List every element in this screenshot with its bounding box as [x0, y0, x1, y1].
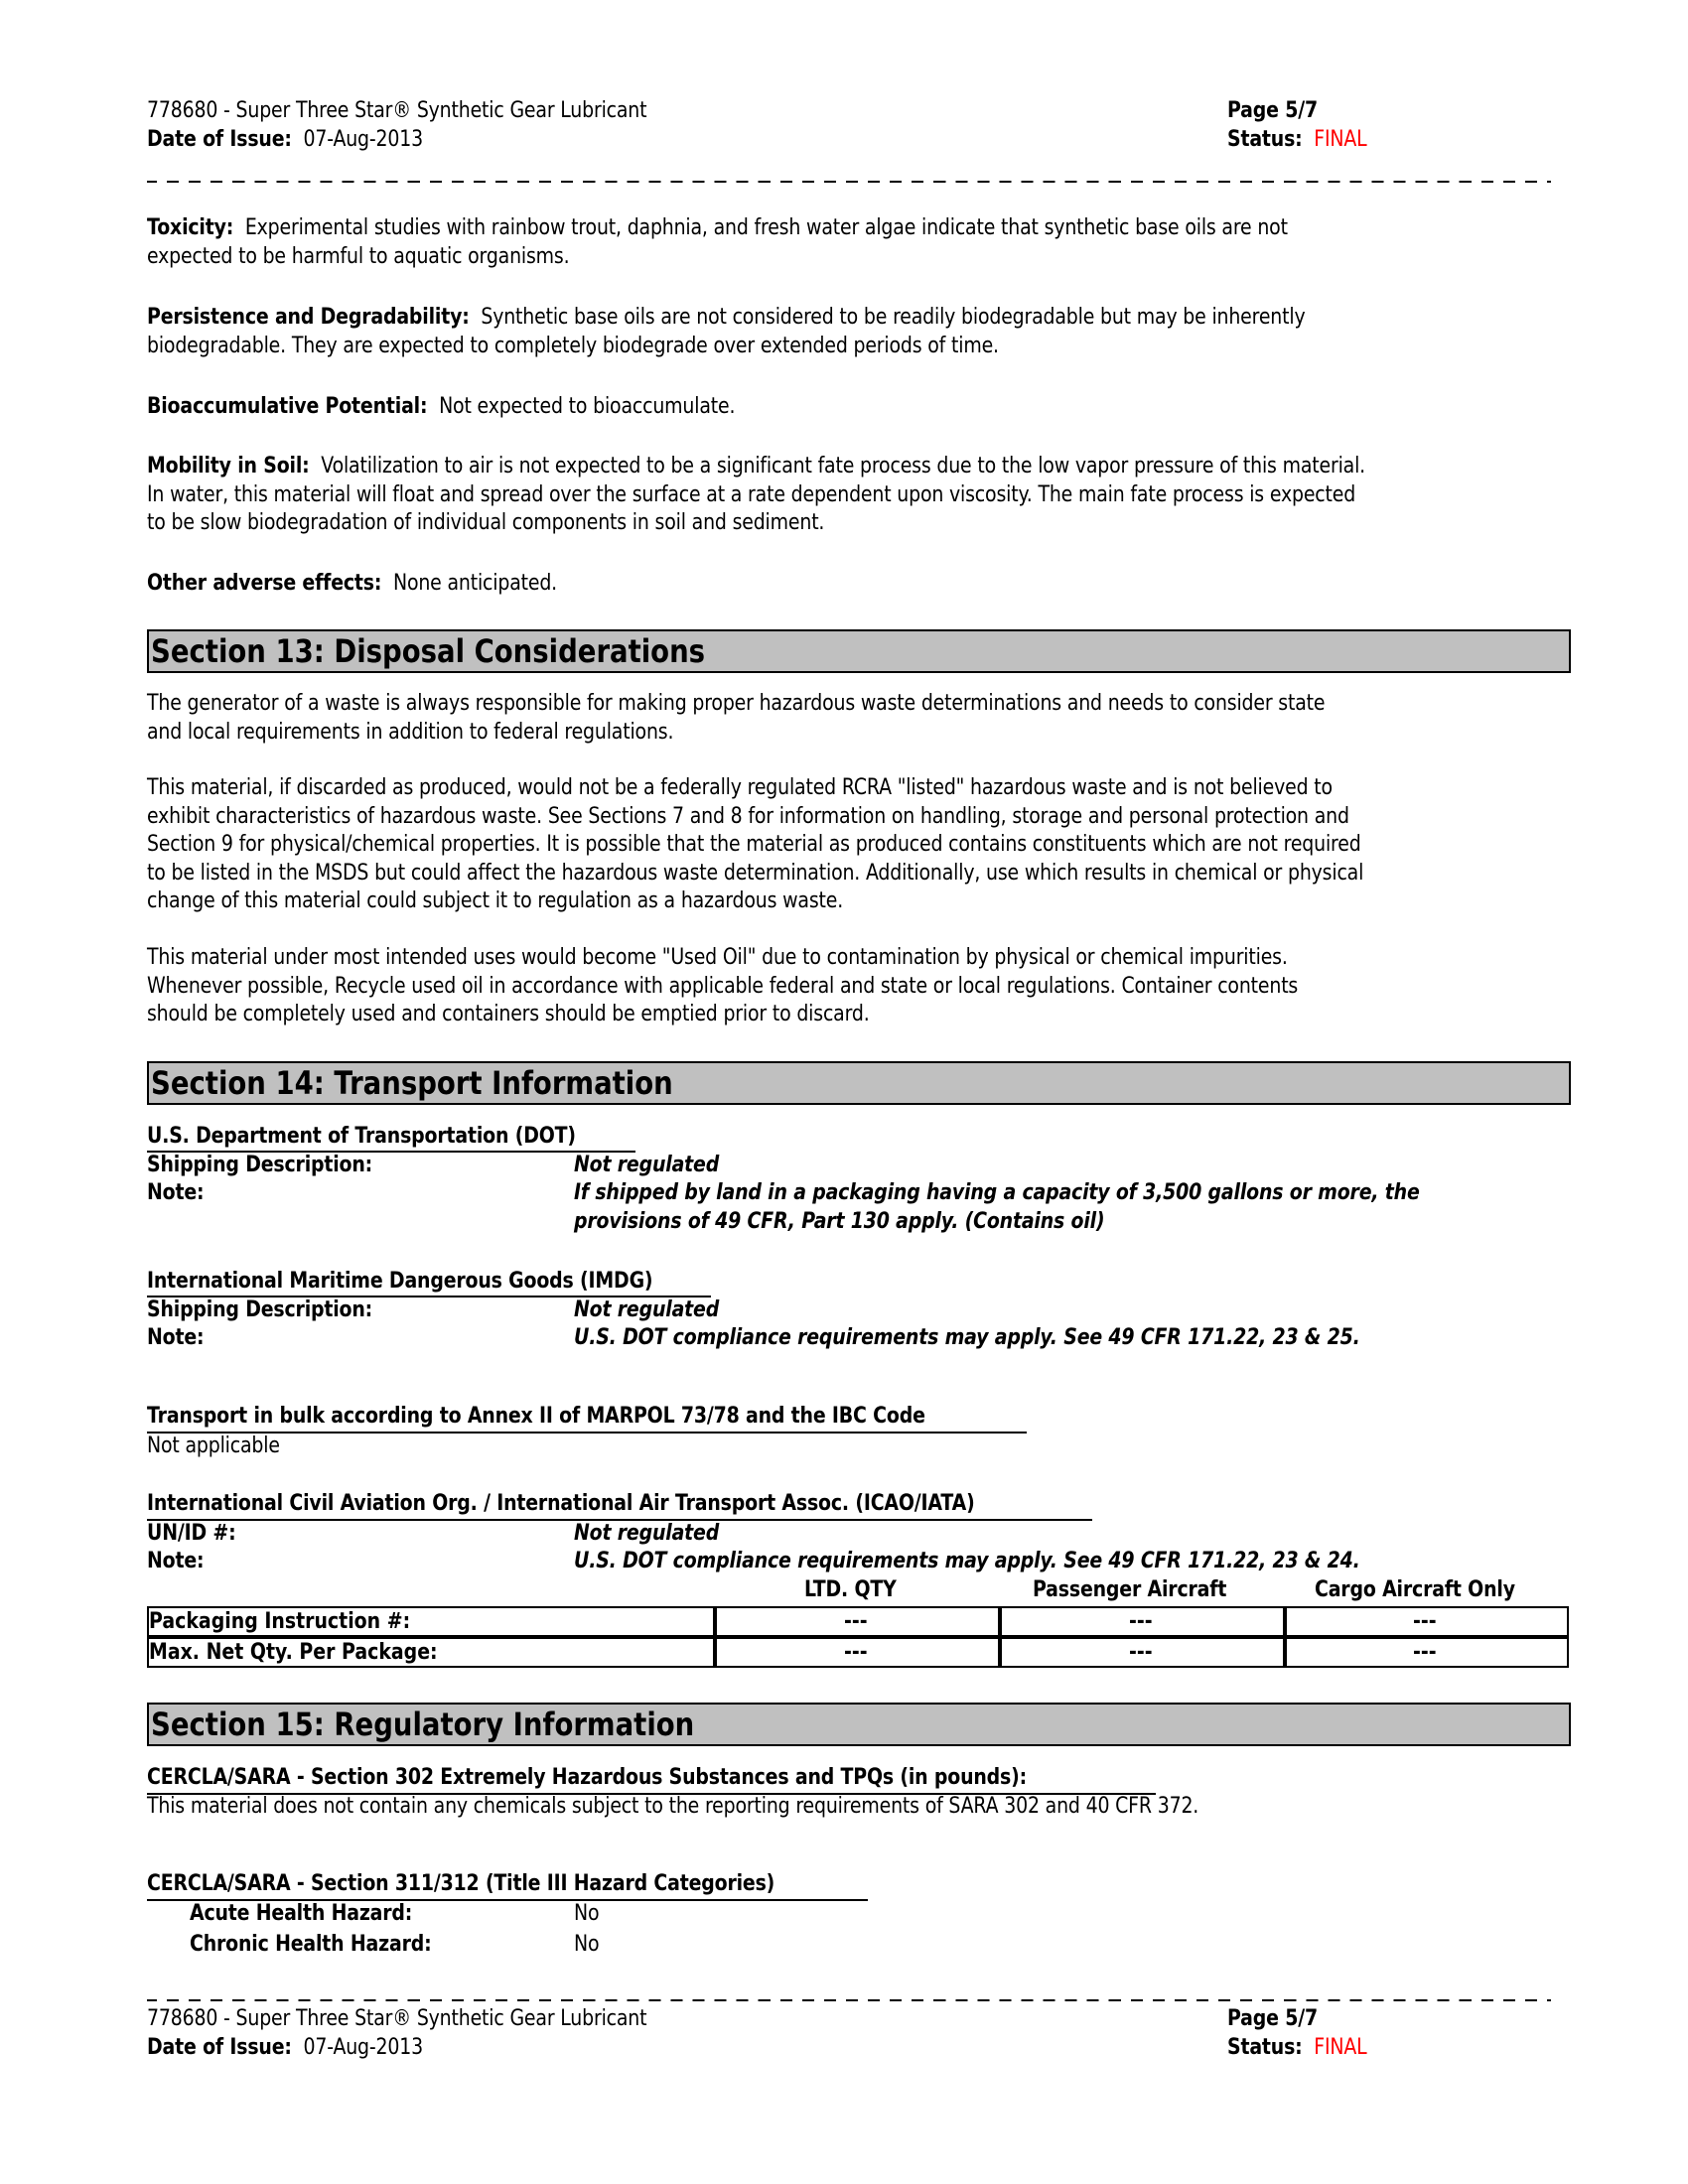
sara302-heading: CERCLA/SARA - Section 302 Extremely Hazardous Substances and TPQs (in pounds): [147, 1765, 1028, 1790]
icao-note-label: Note: [147, 1549, 205, 1573]
dot-heading: U.S. Department of Transportation (DOT) [147, 1124, 576, 1149]
bioaccum-paragraph [147, 393, 735, 422]
header-divider [147, 181, 1551, 183]
footer-date-value: 07-Aug-2013 [303, 2035, 423, 2060]
section-14-title: Section 14: Transport Information [151, 1064, 673, 1102]
disposal-paragraph-1 [147, 690, 1325, 747]
footer-date-label: Date of Issue: [147, 2035, 292, 2060]
table-row [147, 1606, 1569, 1637]
table-cell [1285, 1606, 1569, 1637]
status-badge: FINAL [1314, 127, 1367, 152]
toxicity-paragraph [147, 214, 1288, 271]
dot-ship-value: Not regulated [574, 1153, 720, 1177]
persistence-text: Synthetic base oils are not considered to be readily biodegradable but may be inherently [481, 305, 1306, 330]
disposal-paragraph-3 [147, 944, 1298, 1029]
table-cell [1285, 1637, 1569, 1668]
other-effects-paragraph [147, 570, 557, 599]
imdg-note-label: Note: [147, 1325, 205, 1350]
acute-hazard-value: No [574, 1901, 600, 1926]
section-15-title: Section 15: Regulatory Information [151, 1706, 695, 1743]
footer-page-number: Page 5/7 [1227, 2006, 1318, 2031]
dot-ship-label: Shipping Description: [147, 1153, 373, 1177]
marpol-value: Not applicable [147, 1433, 280, 1458]
cell-text: --- [1128, 1609, 1153, 1634]
icao-unid-label: UN/ID #: [147, 1521, 236, 1546]
page-number: Page 5/7 [1227, 98, 1318, 123]
sara311-heading: CERCLA/SARA - Section 311/312 (Title III Hazard Categories) [147, 1871, 775, 1896]
table-cell [715, 1637, 1000, 1668]
cell-text: --- [843, 1609, 868, 1634]
bioaccum-label: Bioaccumulative Potential: [147, 394, 428, 419]
table-cell [715, 1606, 1000, 1637]
icao-unid-value: Not regulated [574, 1521, 720, 1546]
date-label: Date of Issue: [147, 127, 292, 152]
imdg-heading: International Maritime Dangerous Goods (IMDG) [147, 1269, 653, 1294]
col-header-cargo-aircraft: Cargo Aircraft Only [1315, 1577, 1515, 1602]
icao-note-value: U.S. DOT compliance requirements may apply. See 49 CFR 171.22, 23 & 24. [574, 1549, 1360, 1573]
imdg-ship-label: Shipping Description: [147, 1297, 373, 1322]
row-label-text: Max. Net Qty. Per Package: [149, 1640, 438, 1665]
row-label [147, 1637, 715, 1668]
disposal-p3-line: should be completely used and containers should be emptied prior to discard. [147, 1002, 870, 1026]
disposal-p1-line: and local requirements in addition to federal regulations. [147, 719, 674, 745]
date-value: 07-Aug-2013 [303, 127, 423, 152]
dot-note-line: provisions of 49 CFR, Part 130 apply. (Contains oil) [574, 1208, 1105, 1234]
footer-status-badge: FINAL [1314, 2035, 1367, 2060]
disposal-p2-line: exhibit characteristics of hazardous waste. See Sections 7 and 8 for information on handling, storage and personal protection and [147, 803, 1349, 829]
icao-heading: International Civil Aviation Org. / International Air Transport Assoc. (ICAO/IATA) [147, 1491, 975, 1516]
toxicity-label: Toxicity: [147, 215, 234, 240]
persistence-paragraph [147, 304, 1305, 360]
chronic-hazard-value: No [574, 1932, 600, 1957]
persistence-text-2: biodegradable. They are expected to completely biodegrade over extended periods of time. [147, 333, 999, 358]
row-label-text: Packaging Instruction #: [149, 1609, 411, 1634]
disposal-p2-line: This material, if discarded as produced, would not be a federally regulated RCRA "listed" hazardous waste and is not believed to [147, 775, 1333, 800]
section-13-title: Section 13: Disposal Considerations [151, 632, 706, 670]
col-header-ltd-qty: LTD. QTY [804, 1577, 897, 1602]
disposal-paragraph-2 [147, 774, 1363, 916]
col-header-passenger-aircraft: Passenger Aircraft [1033, 1577, 1227, 1602]
sara302-text: This material does not contain any chemicals subject to the reporting requirements of SARA 302 and 40 CFR 372. [147, 1794, 1199, 1819]
other-label: Other adverse effects: [147, 571, 382, 596]
footer-status-label: Status: [1227, 2035, 1303, 2060]
mobility-paragraph [147, 453, 1365, 538]
disposal-p1-line: The generator of a waste is always responsible for making proper hazardous waste determinations and needs to consider state [147, 691, 1326, 716]
dot-note-label: Note: [147, 1180, 205, 1205]
mobility-label: Mobility in Soil: [147, 454, 310, 478]
footer-date [147, 2034, 423, 2063]
footer-product: 778680 - Super Three Star® Synthetic Gear Lubricant [147, 2006, 647, 2031]
cell-text: --- [1413, 1609, 1437, 1634]
acute-hazard-label: Acute Health Hazard: [190, 1901, 413, 1926]
dot-note-value [574, 1179, 1420, 1236]
table-cell [1000, 1637, 1285, 1668]
section-15-header [147, 1703, 1571, 1746]
imdg-note-value: U.S. DOT compliance requirements may apply. See 49 CFR 171.22, 23 & 25. [574, 1325, 1360, 1350]
mobility-text-2: In water, this material will float and spread over the surface at a rate dependent upon viscosity. The main fate process is expected [147, 481, 1356, 507]
cell-text: --- [843, 1640, 868, 1665]
header-product: 778680 - Super Three Star® Synthetic Gear Lubricant [147, 98, 647, 123]
header-status [1227, 126, 1367, 155]
footer-divider [147, 1999, 1551, 2001]
toxicity-text-2: expected to be harmful to aquatic organisms. [147, 243, 570, 269]
cell-text: --- [1128, 1640, 1153, 1665]
other-text: None anticipated. [392, 571, 558, 596]
chronic-hazard-label: Chronic Health Hazard: [190, 1932, 432, 1957]
cell-text: --- [1413, 1640, 1437, 1665]
status-label: Status: [1227, 127, 1303, 152]
header-date [147, 126, 423, 155]
section-14-header [147, 1061, 1571, 1105]
row-label [147, 1606, 715, 1637]
table-cell [1000, 1606, 1285, 1637]
packaging-table [147, 1606, 1569, 1668]
disposal-p3-line: This material under most intended uses would become "Used Oil" due to contamination by physical or chemical impurities. [147, 945, 1288, 970]
disposal-p2-line: change of this material could subject it to regulation as a hazardous waste. [147, 888, 844, 913]
persistence-label: Persistence and Degradability: [147, 305, 470, 330]
table-row [147, 1637, 1569, 1668]
footer-status [1227, 2034, 1367, 2063]
disposal-p3-line: Whenever possible, Recycle used oil in accordance with applicable federal and state or local regulations. Container contents [147, 973, 1299, 999]
disposal-p2-line: to be listed in the MSDS but could affect the hazardous waste determination. Additionally, use which results in chemical or physical [147, 860, 1364, 886]
section-13-header [147, 629, 1571, 673]
mobility-text-3: to be slow biodegradation of individual components in soil and sediment. [147, 510, 825, 535]
toxicity-text: Experimental studies with rainbow trout, daphnia, and fresh water algae indicate that synthetic base oils are not [244, 215, 1288, 240]
marpol-heading: Transport in bulk according to Annex II of MARPOL 73/78 and the IBC Code [147, 1404, 925, 1429]
dot-note-line: If shipped by land in a packaging having a capacity of 3,500 gallons or more, the [574, 1180, 1420, 1205]
mobility-text: Volatilization to air is not expected to be a significant fate process due to the low vapor pressure of this material. [321, 454, 1366, 478]
bioaccum-text: Not expected to bioaccumulate. [439, 394, 736, 419]
disposal-p2-line: Section 9 for physical/chemical properties. It is possible that the material as produced contains constituents which are not required [147, 832, 1361, 857]
imdg-ship-value: Not regulated [574, 1297, 720, 1322]
